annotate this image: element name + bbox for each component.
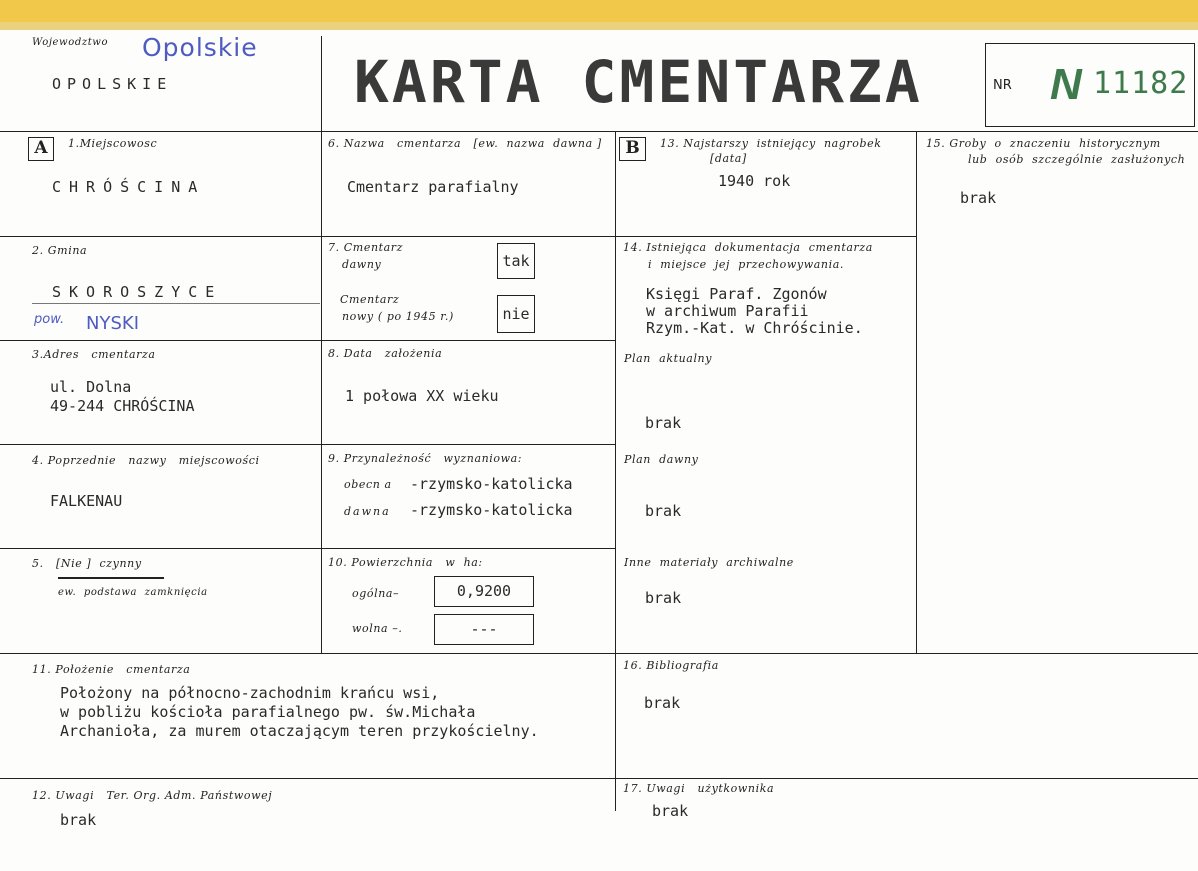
f5-sublabel: ew. podstawa zamknięcia — [58, 587, 208, 598]
f9-dawna-label: dawna — [344, 505, 391, 518]
plan-aktualny-label: Plan aktualny — [624, 352, 713, 365]
f3-line2: 49-244 CHRÓŚCINA — [50, 397, 195, 415]
f12-label: 12. Uwagi Ter. Org. Adm. Państwowej — [32, 789, 273, 802]
f14-line2: w archiwum Parafii — [646, 302, 809, 320]
f1-label: 1.Miejscowosc — [68, 137, 158, 150]
f3-label: 3.Adres cmentarza — [32, 348, 156, 361]
f7-box-nowy: nie — [497, 295, 535, 333]
plan-aktualny-value: brak — [645, 414, 682, 432]
f3-line1: ul. Dolna — [50, 378, 132, 396]
f2-pow-label: pow. — [34, 312, 65, 327]
grid-line — [0, 548, 615, 549]
f1-value: CHRÓŚCINA — [52, 178, 206, 196]
nr-label: NR — [993, 78, 1012, 93]
f14-label2: i miejsce jej przechowywania. — [648, 258, 844, 271]
f13-value: 1940 rok — [718, 172, 791, 190]
f15-label2: lub osób szczególnie zasłużonych — [968, 153, 1186, 166]
grid-line — [0, 778, 1198, 779]
header-divider — [321, 36, 322, 132]
f15-value: brak — [960, 189, 997, 207]
f2-pow-value: NYSKI — [86, 313, 139, 334]
f8-label: 8. Data założenia — [328, 347, 443, 360]
nr-prefix: N — [1050, 60, 1082, 109]
f4-label: 4. Poprzednie nazwy miejscowości — [32, 454, 260, 467]
f6-label: 6. Nazwa cmentarza [ew. nazwa dawna ] — [328, 137, 602, 150]
f9-label: 9. Przynależność wyznaniowa: — [328, 452, 523, 465]
grid-line — [0, 131, 1198, 132]
f5-label: 5. [Nie ] czynny — [32, 557, 142, 570]
f2-value: SKOROSZYCE — [52, 283, 223, 301]
f10-ogolna-box: 0,9200 — [434, 576, 534, 607]
f16-label: 16. Bibliografia — [623, 659, 719, 672]
f7-label3: Cmentarz — [340, 293, 400, 306]
grid-line — [0, 653, 1198, 654]
f5-underline — [58, 577, 164, 579]
nr-value: 11182 — [1093, 66, 1189, 101]
f4-value: FALKENAU — [50, 492, 123, 510]
f14-label1: 14. Istniejąca dokumentacja cmentarza — [623, 241, 873, 254]
wojewodztwo-value: OPOLSKIE — [52, 75, 173, 93]
f2-label: 2. Gmina — [32, 244, 88, 257]
grid-line — [916, 131, 917, 653]
section-b-marker: B — [619, 137, 646, 161]
card-title: KARTA CMENTARZA — [354, 48, 923, 116]
f10-label: 10. Powierzchnia w ha: — [328, 556, 483, 569]
f9-obecna-label: obecn a — [344, 478, 392, 491]
f9-obecna-value: -rzymsko-katolicka — [410, 475, 573, 493]
f7-label1: 7. Cmentarz — [328, 241, 404, 254]
f14-line3: Rzym.-Kat. w Chróścinie. — [646, 319, 863, 337]
f8-value: 1 połowa XX wieku — [345, 387, 499, 405]
inne-label: Inne materiały archiwalne — [624, 556, 794, 569]
grid-line — [0, 444, 615, 445]
plan-dawny-label: Plan dawny — [624, 453, 699, 466]
f13-label1: 13. Najstarszy istniejący nagrobek — [660, 137, 882, 150]
plan-dawny-value: brak — [645, 502, 682, 520]
f11-line2: w pobliżu kościoła parafialnego pw. św.Michała — [60, 703, 476, 721]
grid-line — [615, 131, 616, 811]
inne-value: brak — [645, 589, 682, 607]
f15-label1: 15. Groby o znaczeniu historycznym — [926, 137, 1161, 150]
f6-value: Cmentarz parafialny — [347, 178, 519, 196]
wojewodztwo-stamp: Opolskie — [142, 33, 258, 62]
f7-label4: nowy ( po 1945 r.) — [342, 310, 454, 323]
grid-line — [0, 340, 615, 341]
f16-value: brak — [644, 694, 681, 712]
f7-box-dawny: tak — [497, 243, 535, 279]
f11-label: 11. Położenie cmentarza — [32, 663, 191, 676]
f9-dawna-value: -rzymsko-katolicka — [410, 501, 573, 519]
f10-wolna-label: wolna –. — [352, 622, 403, 635]
f2-underline — [32, 303, 320, 304]
grid-line — [0, 236, 916, 237]
f13-label2: [data] — [710, 152, 747, 165]
f10-ogolna-label: ogólna– — [352, 587, 400, 600]
f10-wolna-box: --- — [434, 614, 534, 645]
grid-line — [321, 131, 322, 653]
f11-line1: Położony na północno-zachodnim krańcu wsi, — [60, 684, 440, 702]
f11-line3: Archanioła, za murem otaczającym teren przykościelny. — [60, 722, 539, 740]
f17-label: 17. Uwagi użytkownika — [623, 782, 775, 795]
wojewodztwo-label: Wojewodztwo — [32, 37, 109, 48]
top-color-band-edge — [0, 22, 1198, 30]
f12-value: brak — [60, 811, 97, 829]
section-a-marker: A — [28, 137, 54, 161]
f17-value: brak — [652, 802, 689, 820]
f14-line1: Księgi Paraf. Zgonów — [646, 285, 827, 303]
f7-label2: dawny — [342, 258, 382, 271]
